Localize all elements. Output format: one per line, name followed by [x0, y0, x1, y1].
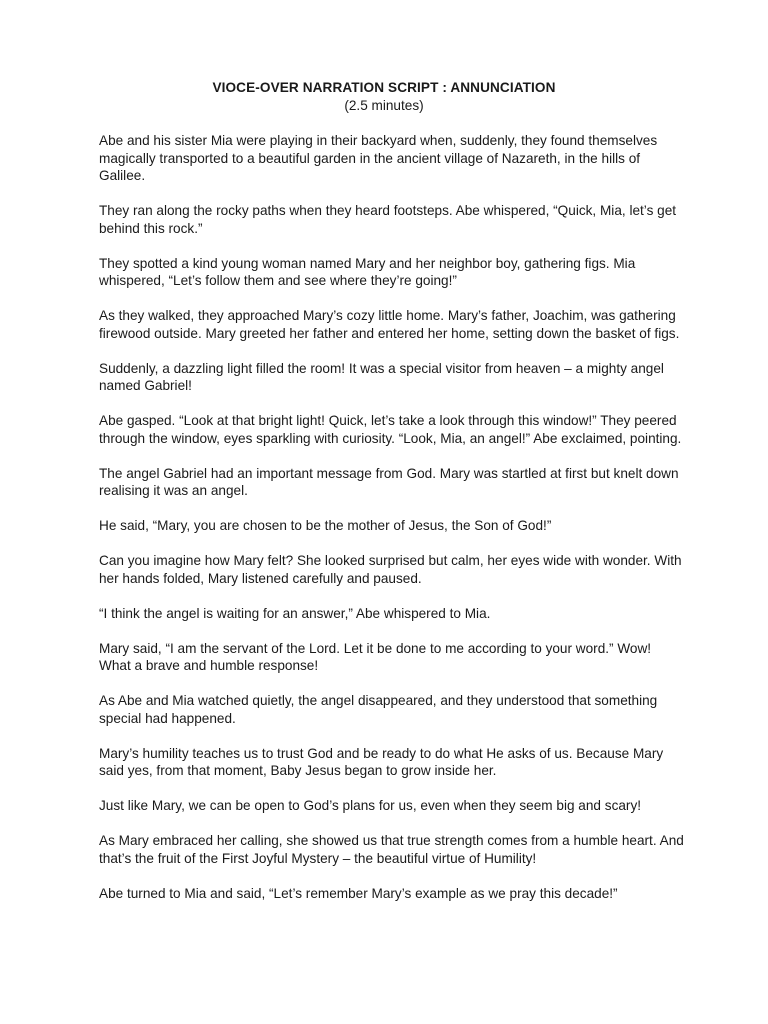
paragraph-7: The angel Gabriel had an important message from God. Mary was startled at first but knelt down realising it was an angel.: [99, 465, 679, 498]
paragraph-1: Abe and his sister Mia were playing in their backyard when, suddenly, they found themselves magically transported to a beautiful garden in the ancient village of Nazareth, in the hills of Galilee.: [99, 133, 658, 183]
paragraph-11: Mary said, “I am the servant of the Lord. Let it be done to me according to your word.” Wow! What a brave and humble response!: [99, 640, 652, 673]
paragraph-15: As Mary embraced her calling, she showed us that true strength comes from a humble heart. And that’s the fruit of the First Joyful Mystery – the beautiful virtue of Humility!: [99, 833, 684, 866]
paragraph-14: Just like Mary, we can be open to God’s plans for us, even when they seem big and scary!: [99, 798, 642, 813]
paragraph-6: Abe gasped. “Look at that bright light! Quick, let’s take a look through this window!” They peered through the window, eyes sparkling with curiosity. “Look, Mia, an angel!” Abe exclaimed, pointing.: [99, 413, 682, 446]
script-body: [99, 132, 684, 920]
paragraph-5: Suddenly, a dazzling light filled the room! It was a special visitor from heaven – a mighty angel named Gabriel!: [99, 360, 664, 393]
paragraph-2: They ran along the rocky paths when they heard footsteps. Abe whispered, “Quick, Mia, let’s get behind this rock.”: [99, 203, 677, 236]
document-subtitle: (2.5 minutes): [344, 98, 424, 113]
paragraph-8: He said, “Mary, you are chosen to be the mother of Jesus, the Son of God!”: [99, 518, 552, 533]
paragraph-12: As Abe and Mia watched quietly, the angel disappeared, and they understood that something special had happened.: [99, 693, 658, 726]
paragraph-16: Abe turned to Mia and said, “Let’s remember Mary’s example as we pray this decade!”: [99, 885, 618, 901]
paragraph-13: Mary’s humility teaches us to trust God and be ready to do what He asks of us. Because Mary said yes, from that moment, Baby Jesus began to grow inside her.: [99, 745, 664, 778]
paragraph-3: They spotted a kind young woman named Mary and her neighbor boy, gathering figs. Mia whispered, “Let’s follow them and see where they’re going!”: [99, 255, 636, 288]
document-title: VIOCE-OVER NARRATION SCRIPT : ANNUNCIATION: [212, 80, 556, 95]
paragraph-4: As they walked, they approached Mary’s cozy little home. Mary’s father, Joachim, was gathering firewood outside. Mary greeted her father and entered her home, setting down the basket of figs.: [99, 308, 680, 341]
paragraph-9: Can you imagine how Mary felt? She looked surprised but calm, her eyes wide with wonder. With her hands folded, Mary listened carefully and paused.: [99, 553, 682, 586]
paragraph-10: “I think the angel is waiting for an answer,” Abe whispered to Mia.: [99, 605, 491, 621]
